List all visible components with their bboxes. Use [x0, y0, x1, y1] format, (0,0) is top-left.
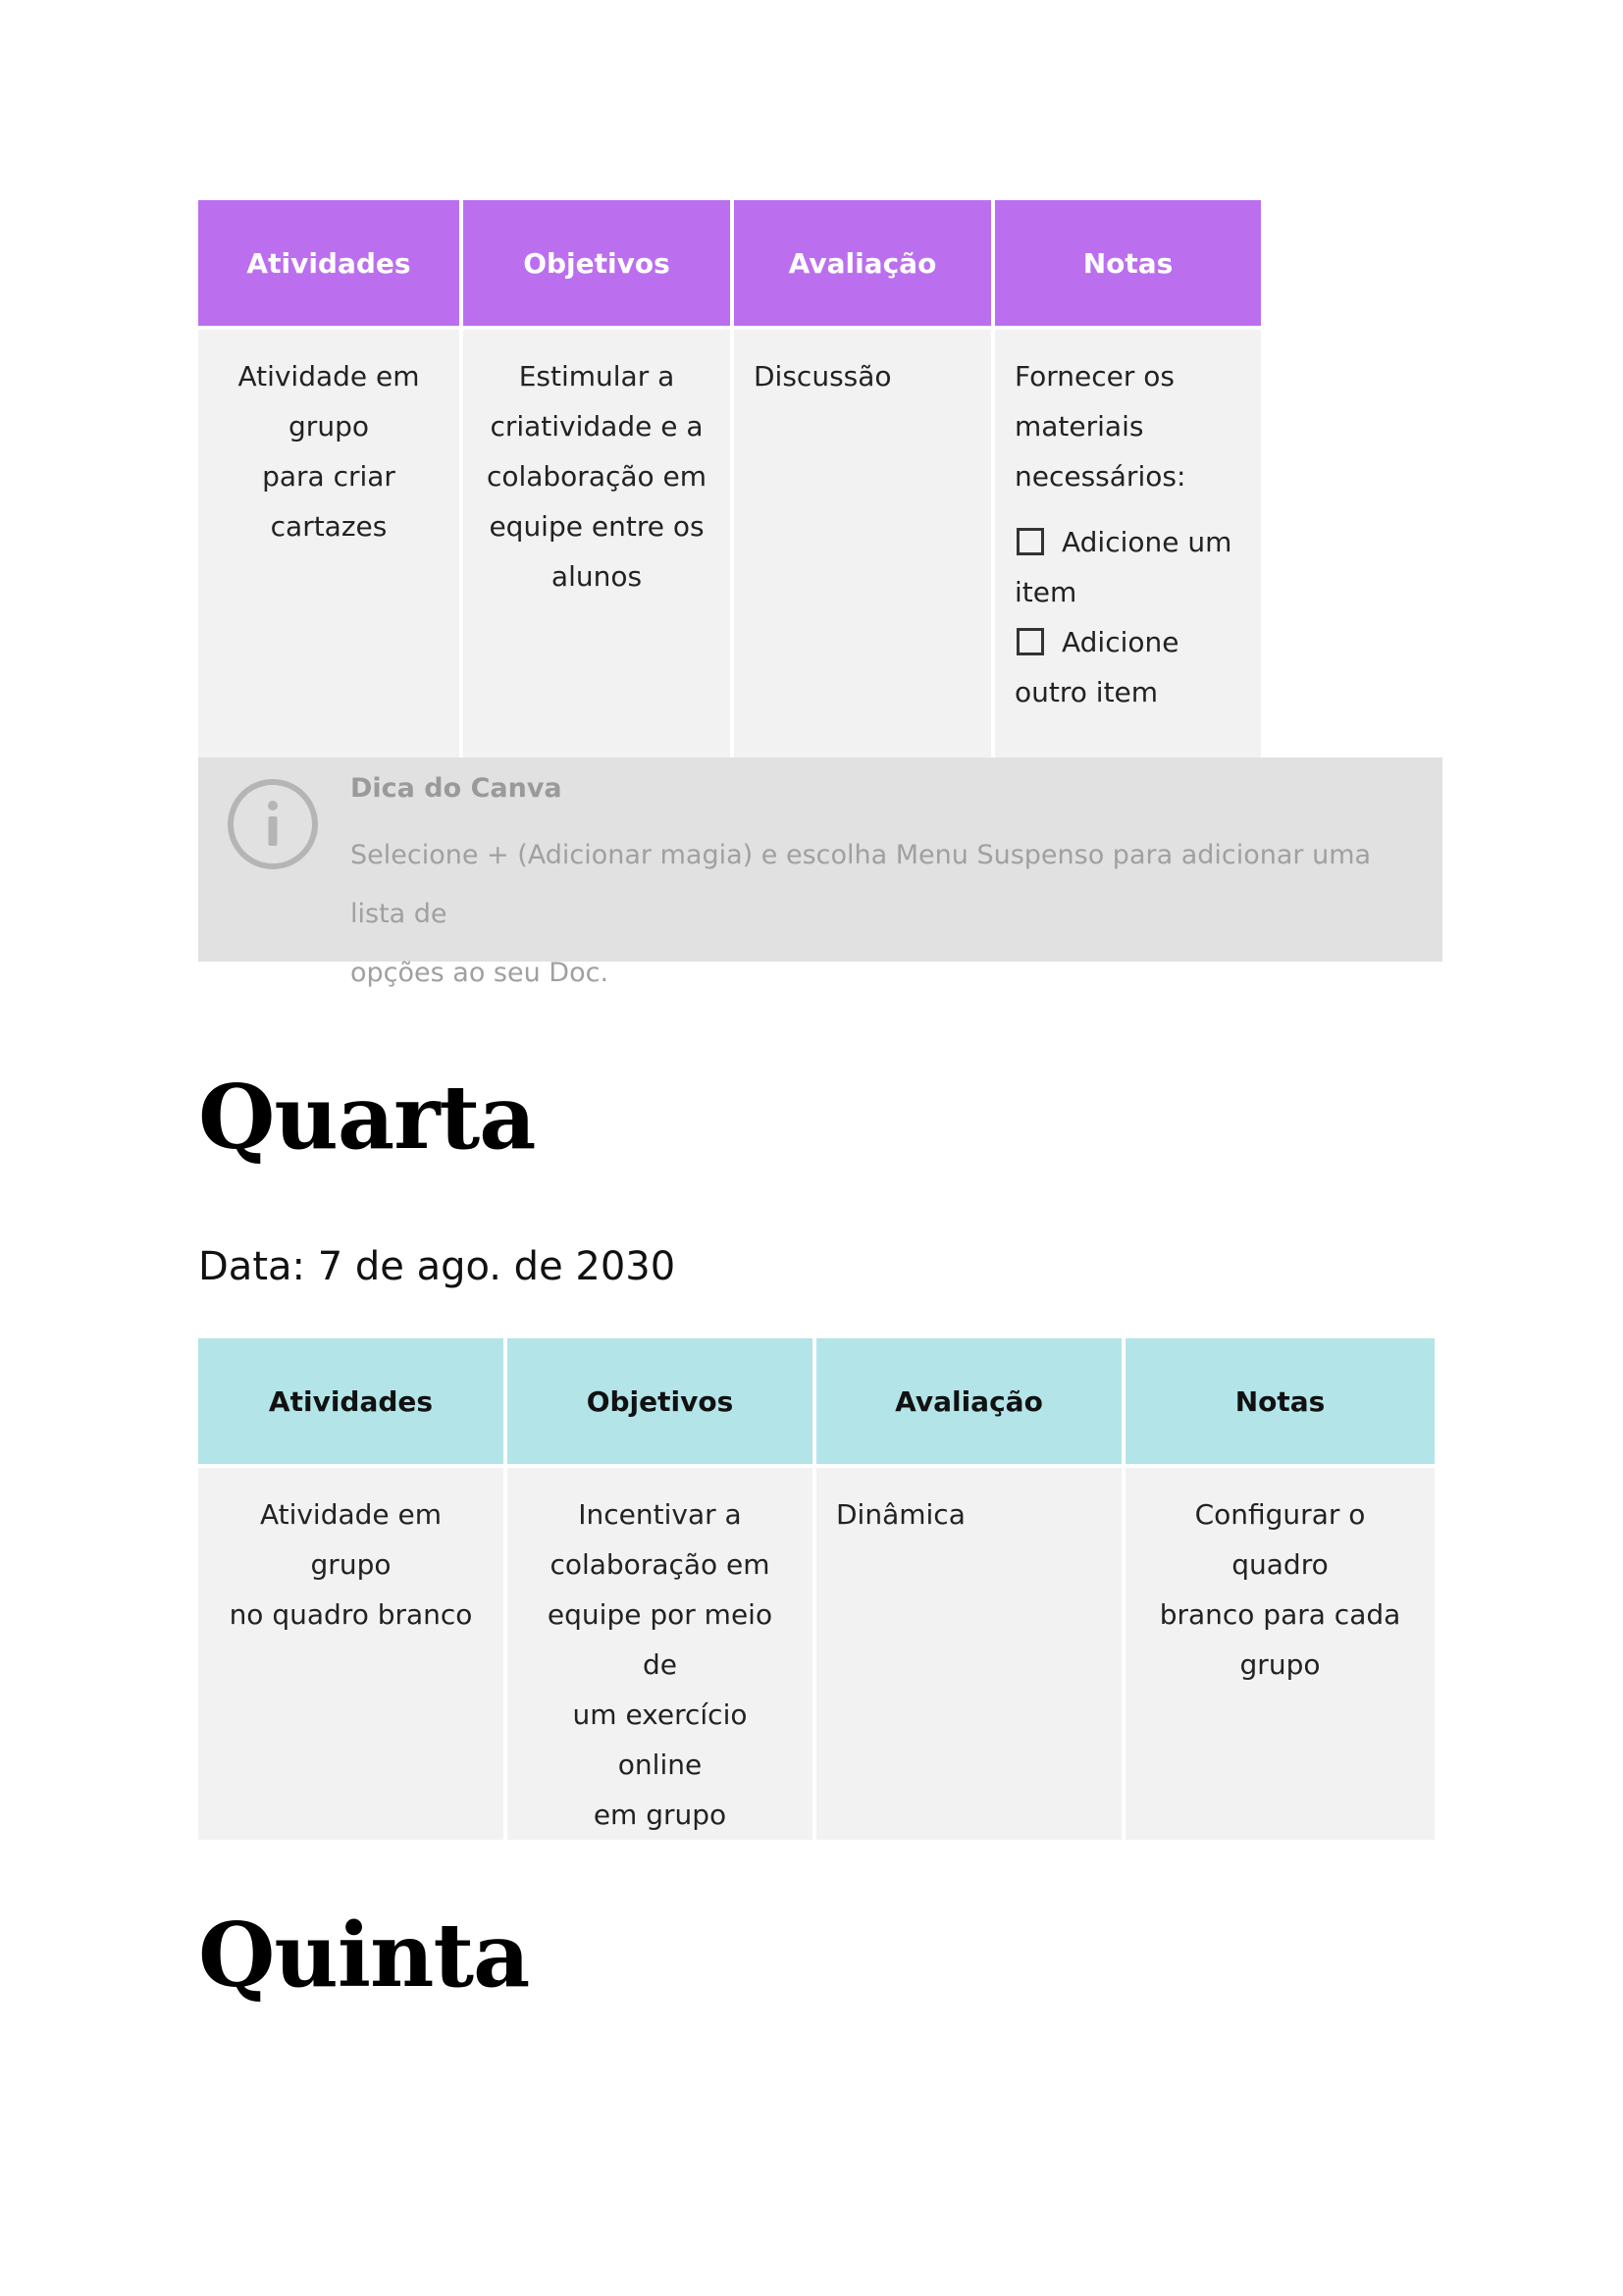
canva-tip-box: [198, 757, 1442, 988]
text-line: em grupo: [593, 1799, 727, 1831]
header-atividades: Atividades: [198, 200, 463, 326]
cell-activity[interactable]: [198, 1464, 507, 1840]
checklist-label: item: [1015, 576, 1077, 608]
text-line: colaboração em: [486, 460, 707, 493]
text-line: colaboração em: [550, 1548, 770, 1581]
day-title-quinta: Quinta: [198, 1904, 530, 2008]
text-line: Incentivar a: [578, 1498, 742, 1531]
text-line: alunos: [550, 560, 643, 593]
text-line: equipe por meio de: [547, 1598, 773, 1681]
day-title-quarta: Quarta: [198, 1066, 536, 1170]
text-line: Configurar o quadro: [1194, 1498, 1366, 1581]
notes-intro: [1015, 351, 1245, 501]
cell-objective[interactable]: [507, 1464, 816, 1840]
checklist-label: outro item: [1015, 676, 1159, 708]
text-line: necessários:: [1015, 460, 1186, 493]
cell-activity[interactable]: [198, 326, 463, 757]
checklist-label: Adicione: [1062, 626, 1179, 658]
text-line: no quadro branco: [229, 1598, 473, 1631]
checklist-item: [1015, 517, 1245, 617]
text-line: materiais: [1015, 410, 1144, 443]
lesson-table-wednesday: [198, 1338, 1435, 1840]
text-line: para criar: [262, 460, 395, 493]
cell-objective[interactable]: [463, 326, 734, 757]
checklist-label: Adicione um: [1062, 526, 1232, 558]
tip-body: [350, 826, 1420, 1003]
tip-title: Dica do Canva: [350, 773, 562, 804]
text-line: Atividade em: [237, 360, 420, 392]
lesson-table-tuesday: [198, 200, 1261, 757]
table-row: [198, 1464, 1435, 1840]
cell-evaluation[interactable]: [816, 1464, 1126, 1840]
table-row: [198, 326, 1261, 757]
date-line: Data: 7 de ago. de 2030: [198, 1244, 676, 1289]
text-line: branco para cada: [1159, 1598, 1401, 1631]
text-line: Estimular a: [518, 360, 675, 392]
table-header-row: [198, 200, 1261, 326]
cell-notes[interactable]: [1126, 1464, 1435, 1840]
header-atividades: Atividades: [198, 1338, 507, 1464]
tip-body-line: Selecione + (Adicionar magia) e escolha Menu Suspenso para adicionar uma lista de: [350, 840, 1372, 929]
text-line: Atividade em grupo: [259, 1498, 443, 1581]
text-line: Discussão: [754, 360, 892, 392]
header-avaliacao: Avaliação: [734, 200, 995, 326]
header-objetivos: Objetivos: [463, 200, 734, 326]
cell-evaluation[interactable]: [734, 326, 995, 757]
text-line: cartazes: [270, 510, 388, 543]
tip-body-line: opções ao seu Doc.: [350, 958, 609, 988]
header-objetivos: Objetivos: [507, 1338, 816, 1464]
text-line: criatividade e a: [490, 410, 704, 443]
checklist-item: [1015, 617, 1245, 717]
info-icon: [226, 777, 320, 871]
table-header-row: [198, 1338, 1435, 1464]
cell-notes[interactable]: [995, 326, 1261, 757]
text-line: grupo: [288, 410, 369, 443]
text-line: Dinâmica: [836, 1498, 966, 1531]
text-line: equipe entre os: [489, 510, 705, 543]
text-line: grupo: [1239, 1648, 1321, 1681]
checkbox-icon[interactable]: [1017, 528, 1044, 555]
header-notas: Notas: [995, 200, 1261, 326]
text-line: Fornecer os: [1015, 360, 1175, 392]
text-line: um exercício online: [572, 1698, 748, 1781]
header-notas: Notas: [1126, 1338, 1435, 1464]
checkbox-icon[interactable]: [1017, 628, 1044, 655]
header-avaliacao: Avaliação: [816, 1338, 1126, 1464]
